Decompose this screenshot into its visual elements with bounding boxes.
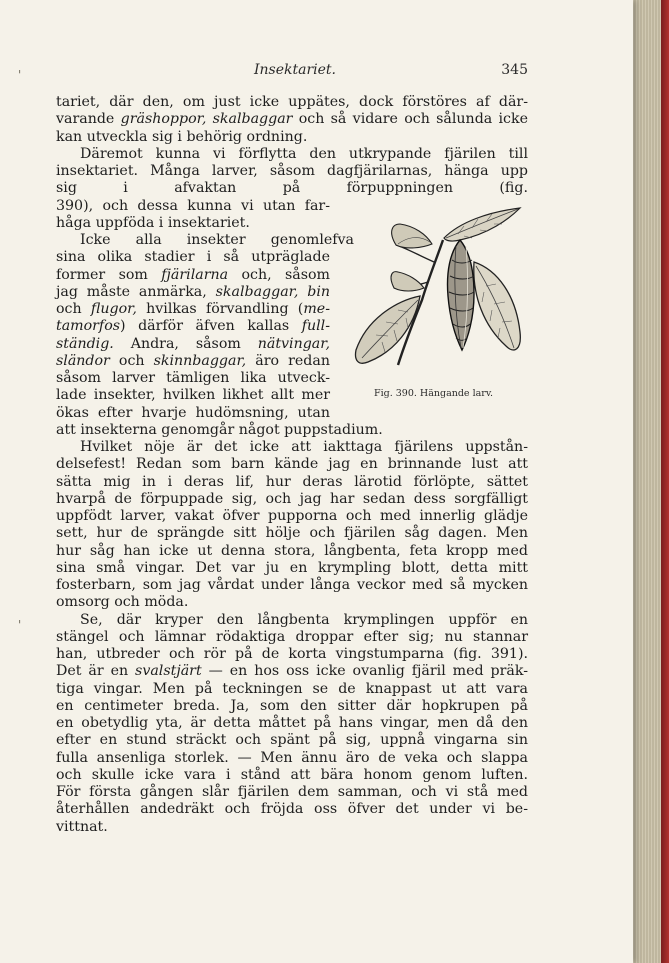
text-line (56, 301, 330, 318)
text-line (56, 456, 528, 473)
text-segment: insektariet. Många larver, såsom dagfjärilarnas, hänga upp (56, 163, 528, 179)
margin-mark: ' (18, 618, 22, 632)
text-segment: han, utbreder och rör på de korta vingstumparna (fig. 391). (56, 646, 528, 662)
text-line (56, 405, 330, 422)
text-line (56, 732, 528, 749)
text-segment: håga uppföda i insektariet. (56, 214, 250, 231)
text-line (56, 629, 528, 646)
text-line (56, 94, 528, 111)
text-line (56, 698, 528, 715)
text-segment: fosterbarn, som jag vårdat under långa veckor med så mycken (56, 577, 528, 593)
text-segment: tariet, där den, om just icke uppätes, dock förstöres af där- (56, 94, 528, 110)
text-segment: att insekterna genomgår något puppstadium. (56, 421, 383, 438)
text-line (56, 594, 528, 611)
page-number: 345 (501, 62, 528, 78)
text-line (56, 267, 330, 284)
italic-term: nätvingar, (257, 335, 330, 352)
text-segment: delsefest! Redan som barn kände jag en brinnande lust att (56, 456, 528, 473)
italic-term: full- (301, 318, 330, 335)
text-segment: hvilkas förvandling ( (136, 301, 304, 317)
text-line (56, 439, 528, 456)
text-segment: återhållen andedräkt och fröjda oss öfver det under vi be- (56, 801, 528, 818)
text-line (56, 819, 528, 836)
text-segment: sina små vingar. Det var ju en krympling blott, detta mitt (56, 559, 528, 576)
text-segment: och (56, 301, 91, 317)
text-segment: efter en stund sträckt och spänt på sig, uppnå vingarna sin (56, 732, 528, 749)
text-line (56, 612, 528, 629)
text-segment: vittnat. (56, 818, 108, 835)
italic-term: skinnbaggar, (153, 352, 247, 369)
text-line (56, 318, 330, 335)
text-segment: former som (56, 266, 162, 283)
text-segment: sig i afvaktan på förpuppningen (fig. (56, 180, 528, 197)
text-line (56, 663, 528, 680)
text-segment: Hvilket nöje är det icke att iakttaga fjärilens uppstån- (80, 439, 528, 455)
text-segment: tiga vingar. Men på teckningen se de knappast ut att vara (56, 680, 528, 697)
figure-caption: Fig. 390. Hängande larv. (374, 388, 494, 399)
page-header (56, 62, 528, 82)
text-segment: varande (56, 111, 121, 128)
text-line (56, 543, 528, 560)
text-line (56, 163, 528, 180)
italic-term: me- (303, 301, 330, 317)
text-line (56, 215, 330, 232)
text-segment: ökas efter hvarje hudömsning, utan (56, 404, 330, 421)
text-line (56, 474, 528, 491)
text-line (56, 784, 528, 801)
text-segment: ) därför äfven kallas (120, 318, 302, 335)
italic-term: tamorfos (56, 318, 121, 335)
text-line (56, 421, 383, 439)
text-line (56, 525, 528, 542)
running-head: Insektariet. (254, 62, 337, 78)
text-segment: Däremot kunna vi förflytta den utkrypande fjärilen till (80, 145, 528, 162)
text-segment: Andra, såsom (113, 335, 258, 352)
margin-mark: ' (18, 68, 22, 82)
text-segment: och så vidare och sålunda icke (292, 111, 528, 128)
text-line (56, 387, 330, 404)
text-segment: stängel och lämnar rödaktiga droppar efter sig; nu stannar (56, 628, 528, 645)
text-segment: sina olika stadier i så utpräglade (56, 249, 330, 266)
text-segment: sett, hur de sprängde sitt hölje och fjärilen såg dagen. Men (56, 525, 528, 542)
text-segment: en obetydlig yta, är detta måttet på hans vingar, men då den (56, 715, 528, 731)
text-segment: kan utveckla sig i behörig ordning. (56, 128, 308, 145)
italic-term: svalstjärt (135, 663, 202, 680)
text-line (56, 577, 528, 594)
text-line (56, 508, 528, 525)
italic-term: skalbaggar, bin (215, 283, 330, 300)
text-line (56, 336, 330, 353)
text-segment: Icke alla insekter genomlefva (80, 232, 354, 248)
text-segment: För första gången slår fjärilen dem samman, och vi stå med (56, 784, 528, 800)
text-segment: och skulle icke vara i stånd att bära honom genom luften. (56, 766, 528, 783)
text-line (56, 715, 528, 732)
text-segment: lade insekter, hvilken likhet allt mer (56, 387, 330, 404)
italic-term: flugor, (90, 301, 137, 317)
italic-term: fjärilarna (161, 266, 229, 283)
italic-term: gräshoppor, skalbaggar (120, 111, 293, 128)
text-segment: och, såsom (228, 266, 330, 283)
text-segment: 390), och dessa kunna vi utan far- (56, 197, 330, 214)
text-line (56, 146, 528, 163)
text-line (56, 681, 528, 698)
text-segment: omsorg och möda. (56, 594, 189, 611)
text-segment: fulla ansenliga storlek. — Men ännu äro de veka och slappa (56, 749, 528, 766)
text-segment: en centimeter breda. Ja, som den sitter där hopkrupen på (56, 697, 528, 714)
text-segment: hur såg han icke ut denna stora, långbenta, feta kropp med (56, 542, 528, 559)
text-line (56, 232, 354, 249)
text-line (56, 198, 330, 215)
text-segment: — en hos oss icke ovanlig fjäril med präk- (201, 663, 528, 680)
leaf (392, 224, 432, 248)
text-line (56, 370, 330, 387)
text-segment: såsom larver tämligen lika utveck- (56, 370, 330, 386)
text-segment: sätta mig in i deras lif, hur deras lärotid förlöpte, sättet (56, 473, 528, 490)
italic-term: sländor (56, 352, 110, 369)
text-segment: hvarpå de förpuppade sig, och jag har sedan dess sorgfälligt (56, 490, 528, 507)
text-line (56, 111, 528, 128)
italic-term: ständig. (56, 335, 114, 352)
text-segment: jag måste anmärka, (56, 283, 216, 300)
text-line (56, 180, 528, 197)
text-line (56, 560, 528, 577)
text-line (56, 284, 330, 301)
hanging-larva-illustration (348, 200, 528, 380)
leaf (391, 272, 424, 291)
text-segment: Se, där kryper den långbenta krymplingen uppför en (80, 611, 528, 628)
text-segment: uppfödt larver, vakat öfver pupporna och med innerlig glädje (56, 508, 528, 524)
text-line (56, 750, 528, 767)
text-line (56, 129, 528, 146)
text-line (56, 491, 528, 508)
text-segment: Det är en (56, 663, 136, 680)
text-line (56, 767, 528, 784)
text-line (56, 249, 330, 266)
text-line (56, 646, 528, 663)
text-segment: äro redan (246, 352, 330, 369)
text-segment: och (109, 352, 154, 369)
text-line (56, 353, 330, 370)
text-line (56, 801, 528, 818)
red-page-edge (661, 0, 669, 963)
